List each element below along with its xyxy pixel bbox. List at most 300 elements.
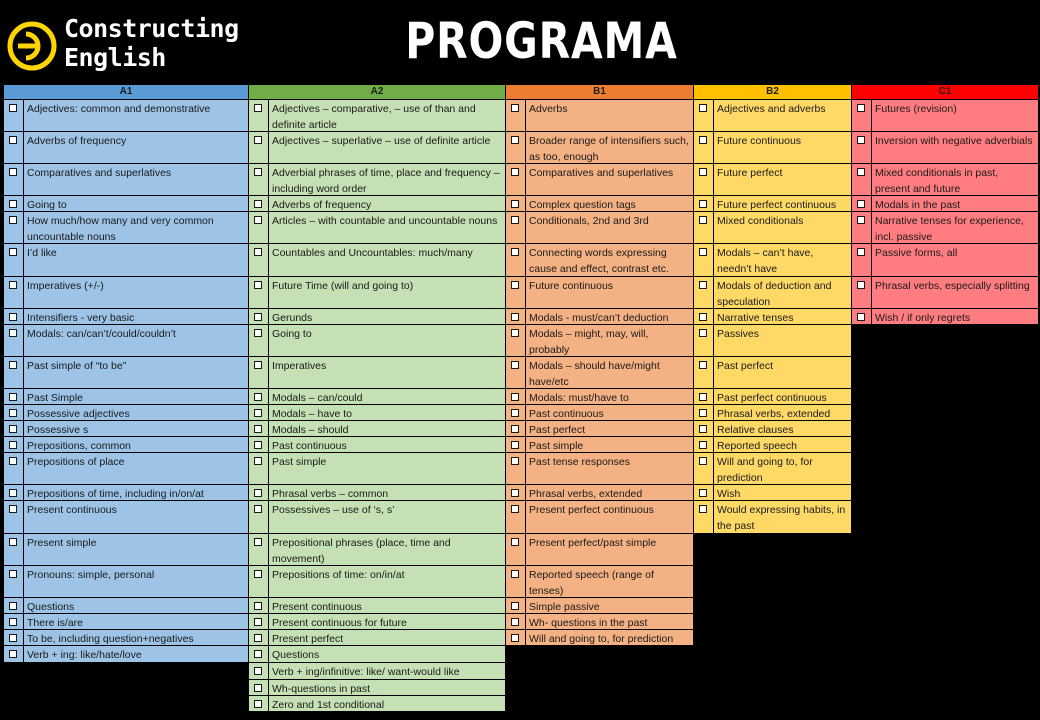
topic-label: Possessives – use of ‘s, s’ xyxy=(272,504,395,516)
topic-row xyxy=(4,389,248,405)
topic-label: Prepositions, common xyxy=(27,440,131,452)
topic-label: Present perfect/past simple xyxy=(529,537,657,549)
topic-label: Past continuous xyxy=(529,408,604,420)
topic-row xyxy=(506,534,693,566)
topic-row xyxy=(694,485,851,501)
topic-label: Narrative tenses xyxy=(717,312,794,324)
topic-label: Phrasal verbs – common xyxy=(272,488,389,500)
topic-checkbox[interactable] xyxy=(4,309,24,324)
topic-checkbox[interactable] xyxy=(506,244,526,276)
topic-row xyxy=(249,598,505,614)
topic-label: Past simple xyxy=(529,440,584,452)
topic-checkbox[interactable] xyxy=(249,501,269,533)
topic-row xyxy=(4,598,248,614)
topic-row xyxy=(4,534,248,566)
topic-checkbox[interactable] xyxy=(4,357,24,388)
topic-row xyxy=(506,244,693,277)
topic-label: Present continuous xyxy=(272,601,362,613)
topic-checkbox[interactable] xyxy=(249,630,269,645)
topic-checkbox[interactable] xyxy=(249,663,269,679)
topic-checkbox[interactable] xyxy=(852,196,872,211)
topic-row xyxy=(506,453,693,485)
topic-checkbox[interactable] xyxy=(249,132,269,163)
topic-checkbox[interactable] xyxy=(249,325,269,356)
topic-checkbox[interactable] xyxy=(4,566,24,597)
level-header-b2: B2 xyxy=(694,85,851,100)
topic-row xyxy=(249,646,505,663)
topic-label: Will and going to, for prediction xyxy=(717,456,813,484)
topic-checkbox[interactable] xyxy=(249,598,269,613)
topic-row xyxy=(506,614,693,630)
topic-checkbox[interactable] xyxy=(249,100,269,131)
topic-label: Passives xyxy=(717,328,760,340)
topic-label: Comparatives and superlatives xyxy=(27,167,172,179)
topic-checkbox[interactable] xyxy=(4,277,24,308)
topic-label: Present perfect continuous xyxy=(529,504,654,516)
topic-label: Modals – can/could xyxy=(272,392,363,404)
topic-checkbox[interactable] xyxy=(249,437,269,452)
topic-checkbox[interactable] xyxy=(249,309,269,324)
topic-label: Past simple of “to be” xyxy=(27,360,127,372)
topic-row xyxy=(249,614,505,630)
topic-checkbox[interactable] xyxy=(506,325,526,356)
topic-row xyxy=(694,501,851,534)
topic-label: Past tense responses xyxy=(529,456,630,468)
topic-row xyxy=(694,164,851,196)
topic-row xyxy=(694,309,851,325)
topic-label: Imperatives (+/-) xyxy=(27,280,104,292)
topic-label: Verb + ing/infinitive: like/ want-would like xyxy=(272,666,460,678)
topic-row xyxy=(506,598,693,614)
topic-label: Possessive adjectives xyxy=(27,408,130,420)
topic-label: Reported speech xyxy=(717,440,797,452)
topic-label: Phrasal verbs, extended xyxy=(717,408,831,420)
topic-row xyxy=(694,453,851,485)
topic-row xyxy=(4,100,248,132)
topic-row xyxy=(249,485,505,501)
topic-checkbox[interactable] xyxy=(249,421,269,436)
topic-checkbox[interactable] xyxy=(4,196,24,211)
topic-checkbox[interactable] xyxy=(506,309,526,324)
topic-checkbox[interactable] xyxy=(506,196,526,211)
topic-label: Adverbs of frequency xyxy=(27,135,127,147)
topic-checkbox[interactable] xyxy=(694,501,714,533)
topic-checkbox[interactable] xyxy=(852,164,872,195)
topic-label: Adjectives – superlative – use of definite article xyxy=(272,135,491,147)
topic-label: Past Simple xyxy=(27,392,84,404)
topic-row xyxy=(852,196,1038,212)
topic-checkbox[interactable] xyxy=(506,100,526,131)
column-a2 xyxy=(249,85,505,712)
topic-row xyxy=(4,164,248,196)
topic-row xyxy=(4,357,248,389)
topic-label: Modals of deduction and speculation xyxy=(717,280,832,308)
topic-checkbox[interactable] xyxy=(506,132,526,163)
topic-checkbox[interactable] xyxy=(852,309,872,324)
topic-label: Future continuous xyxy=(529,280,614,292)
topic-label: To be, including question+negatives xyxy=(27,633,194,645)
topic-label: Connecting words expressing cause and effect, contrast etc. xyxy=(529,247,669,275)
topic-checkbox[interactable] xyxy=(4,501,24,533)
topic-checkbox[interactable] xyxy=(4,598,24,613)
level-header-b1: B1 xyxy=(506,85,693,100)
topic-label: Future continuous xyxy=(717,135,802,147)
topic-checkbox[interactable] xyxy=(506,453,526,484)
topic-label: Future perfect xyxy=(717,167,783,179)
level-header-a2: A2 xyxy=(249,85,505,100)
topic-row xyxy=(249,212,505,244)
topic-checkbox[interactable] xyxy=(694,437,714,452)
topic-checkbox[interactable] xyxy=(249,405,269,420)
topic-checkbox[interactable] xyxy=(249,212,269,243)
logo-line-2: English xyxy=(64,43,166,72)
topic-row xyxy=(4,485,248,501)
topic-label: Modals - must/can’t deduction xyxy=(529,312,669,324)
topic-checkbox[interactable] xyxy=(249,534,269,565)
topic-label: Adjectives and adverbs xyxy=(717,103,826,115)
topic-row xyxy=(249,164,505,196)
topic-label: Wh- questions in the past xyxy=(529,617,648,629)
topic-row xyxy=(4,437,248,453)
topic-checkbox[interactable] xyxy=(506,357,526,388)
topic-checkbox[interactable] xyxy=(249,357,269,388)
topic-label: Going to xyxy=(272,328,312,340)
logo-line-1: Constructing xyxy=(64,14,239,43)
topic-label: Zero and 1st conditional xyxy=(272,699,385,711)
topic-checkbox[interactable] xyxy=(249,196,269,211)
topic-checkbox[interactable] xyxy=(4,100,24,131)
topic-row xyxy=(249,132,505,164)
topic-checkbox[interactable] xyxy=(852,277,872,308)
topic-checkbox[interactable] xyxy=(249,680,269,695)
topic-label: Present continuous for future xyxy=(272,617,407,629)
logo-text xyxy=(64,14,239,72)
topic-checkbox[interactable] xyxy=(4,437,24,452)
topic-label: Countables and Uncountables: much/many xyxy=(272,247,473,259)
topic-checkbox[interactable] xyxy=(4,405,24,420)
topic-row xyxy=(852,212,1038,244)
topic-row xyxy=(4,244,248,277)
topic-label: Adverbs xyxy=(529,103,568,115)
topic-checkbox[interactable] xyxy=(4,646,24,662)
topic-row xyxy=(4,453,248,485)
topic-checkbox[interactable] xyxy=(506,164,526,195)
topic-label: Intensifiers - very basic xyxy=(27,312,135,324)
topic-label: Present perfect xyxy=(272,633,344,645)
topic-checkbox[interactable] xyxy=(694,244,714,276)
topic-row xyxy=(506,164,693,196)
topic-checkbox[interactable] xyxy=(694,164,714,195)
topic-row xyxy=(249,325,505,357)
topic-label: Articles – with countable and uncountable nouns xyxy=(272,215,498,227)
topic-label: Past continuous xyxy=(272,440,347,452)
topic-checkbox[interactable] xyxy=(694,309,714,324)
topic-row xyxy=(4,132,248,164)
topic-label: Prepositions of time, including in/on/at xyxy=(27,488,204,500)
topic-row xyxy=(694,325,851,357)
topic-row xyxy=(694,132,851,164)
topic-checkbox[interactable] xyxy=(852,132,872,163)
topic-checkbox[interactable] xyxy=(506,277,526,308)
topic-label: Passive forms, all xyxy=(875,247,958,259)
logo xyxy=(6,14,256,76)
topic-checkbox[interactable] xyxy=(694,357,714,388)
topic-row xyxy=(4,646,248,663)
topic-row xyxy=(4,421,248,437)
topic-row xyxy=(506,421,693,437)
topic-checkbox[interactable] xyxy=(694,212,714,243)
topic-row xyxy=(249,566,505,598)
topic-label: Modals: can/can’t/could/couldn’t xyxy=(27,328,176,340)
topic-checkbox[interactable] xyxy=(4,485,24,500)
topic-checkbox[interactable] xyxy=(249,277,269,308)
level-header-a1: A1 xyxy=(4,85,248,100)
topic-checkbox[interactable] xyxy=(852,100,872,131)
topic-label: Present simple xyxy=(27,537,97,549)
topic-row xyxy=(694,389,851,405)
topic-checkbox[interactable] xyxy=(506,437,526,452)
topic-checkbox[interactable] xyxy=(852,244,872,276)
topic-checkbox[interactable] xyxy=(506,566,526,597)
topic-label: Will and going to, for prediction xyxy=(529,633,674,645)
topic-checkbox[interactable] xyxy=(694,325,714,356)
topic-checkbox[interactable] xyxy=(694,485,714,500)
topic-checkbox[interactable] xyxy=(506,212,526,243)
topic-checkbox[interactable] xyxy=(249,453,269,484)
topic-row xyxy=(249,453,505,485)
topic-checkbox[interactable] xyxy=(4,132,24,163)
topic-row xyxy=(249,357,505,389)
topic-row xyxy=(506,100,693,132)
topic-row xyxy=(506,389,693,405)
topic-row xyxy=(4,212,248,244)
topic-row xyxy=(694,357,851,389)
topic-row xyxy=(4,405,248,421)
topic-checkbox[interactable] xyxy=(249,485,269,500)
topic-row xyxy=(249,277,505,309)
topic-checkbox[interactable] xyxy=(694,277,714,308)
topic-row xyxy=(694,196,851,212)
topic-checkbox[interactable] xyxy=(4,389,24,404)
topic-row xyxy=(249,309,505,325)
topic-label: Questions xyxy=(272,649,320,661)
topic-checkbox[interactable] xyxy=(4,630,24,645)
topic-label: Wish / if only regrets xyxy=(875,312,971,324)
topic-checkbox[interactable] xyxy=(249,566,269,597)
topic-checkbox[interactable] xyxy=(249,244,269,276)
topic-label: Prepositions of time: on/in/at xyxy=(272,569,405,581)
topic-checkbox[interactable] xyxy=(694,132,714,163)
topic-row xyxy=(506,566,693,598)
topic-checkbox[interactable] xyxy=(694,389,714,404)
topic-label: Going to xyxy=(27,199,67,211)
topic-row xyxy=(694,421,851,437)
topic-checkbox[interactable] xyxy=(249,614,269,629)
topic-checkbox[interactable] xyxy=(694,421,714,436)
topic-label: Modals – should xyxy=(272,424,349,436)
topic-row xyxy=(4,566,248,598)
topic-row xyxy=(4,614,248,630)
topic-label: Would expressing habits, in the past xyxy=(717,504,846,532)
topic-label: Prepositional phrases (place, time and movement) xyxy=(272,537,451,565)
topic-label: Gerunds xyxy=(272,312,313,324)
column-a1 xyxy=(4,85,248,663)
topic-label: I’d like xyxy=(27,247,57,259)
topic-row xyxy=(694,244,851,277)
topic-label: Narrative tenses for experience, incl. passive xyxy=(875,215,1024,243)
topic-row xyxy=(249,421,505,437)
topic-label: Mixed conditionals xyxy=(717,215,804,227)
topic-row xyxy=(694,212,851,244)
topic-label: Pronouns: simple, personal xyxy=(27,569,155,581)
topic-label: Past perfect xyxy=(717,360,774,372)
topic-label: Present continuous xyxy=(27,504,117,516)
topic-row xyxy=(506,485,693,501)
topic-label: Wh-questions in past xyxy=(272,683,371,695)
topic-label: Simple passive xyxy=(529,601,600,613)
topic-checkbox[interactable] xyxy=(506,389,526,404)
topic-label: Future perfect continuous xyxy=(717,199,837,211)
topic-checkbox[interactable] xyxy=(249,389,269,404)
topic-row xyxy=(852,164,1038,196)
topic-label: Prepositions of place xyxy=(27,456,125,468)
topic-label: Past perfect continuous xyxy=(717,392,827,404)
topic-row xyxy=(694,100,851,132)
topic-checkbox[interactable] xyxy=(694,196,714,211)
topic-label: Comparatives and superlatives xyxy=(529,167,674,179)
topic-label: Relative clauses xyxy=(717,424,794,436)
topic-checkbox[interactable] xyxy=(4,614,24,629)
topic-row xyxy=(852,309,1038,325)
topic-checkbox[interactable] xyxy=(506,485,526,500)
topic-checkbox[interactable] xyxy=(249,696,269,711)
topic-label: Future Time (will and going to) xyxy=(272,280,414,292)
topic-row xyxy=(249,534,505,566)
column-c1 xyxy=(852,85,1038,325)
topic-row xyxy=(506,325,693,357)
topic-row xyxy=(249,501,505,534)
topic-row xyxy=(4,501,248,534)
topic-label: Wish xyxy=(717,488,741,500)
topic-row xyxy=(249,663,505,680)
topic-checkbox[interactable] xyxy=(694,453,714,484)
topic-checkbox[interactable] xyxy=(249,164,269,195)
topic-row xyxy=(506,405,693,421)
topic-checkbox[interactable] xyxy=(852,212,872,243)
topic-checkbox[interactable] xyxy=(694,100,714,131)
topic-row xyxy=(4,630,248,646)
column-b1 xyxy=(506,85,693,646)
topic-label: Adverbs of frequency xyxy=(272,199,372,211)
page-title: PROGRAMA xyxy=(405,12,678,70)
topic-label: Mixed conditionals in past, present and future xyxy=(875,167,999,195)
topic-checkbox[interactable] xyxy=(506,421,526,436)
topic-label: Modals: must/have to xyxy=(529,392,629,404)
topic-checkbox[interactable] xyxy=(4,244,24,276)
topic-row xyxy=(249,437,505,453)
topic-row xyxy=(506,132,693,164)
topic-label: Phrasal verbs, especially splitting xyxy=(875,280,1030,292)
topic-checkbox[interactable] xyxy=(506,405,526,420)
topic-label: Modals – can’t have, needn’t have xyxy=(717,247,814,275)
topic-row xyxy=(506,501,693,534)
topic-label: Questions xyxy=(27,601,75,613)
topic-label: Modals in the past xyxy=(875,199,961,211)
topic-label: Past perfect xyxy=(529,424,586,436)
topic-row xyxy=(249,244,505,277)
topic-label: Broader range of intensifiers such, as too, enough xyxy=(529,135,689,163)
topic-row xyxy=(852,244,1038,277)
topic-row xyxy=(249,680,505,696)
topic-label: Phrasal verbs, extended xyxy=(529,488,643,500)
topic-label: Verb + ing: like/hate/love xyxy=(27,649,142,661)
topic-label: Complex question tags xyxy=(529,199,636,211)
topic-checkbox[interactable] xyxy=(4,421,24,436)
topic-label: Modals – should have/might have/etc xyxy=(529,360,660,388)
topic-row xyxy=(249,100,505,132)
topic-label: There is/are xyxy=(27,617,84,629)
constructing-english-logo-icon xyxy=(6,20,58,72)
topic-label: Reported speech (range of tenses) xyxy=(529,569,654,597)
column-b2 xyxy=(694,85,851,534)
topic-checkbox[interactable] xyxy=(4,212,24,243)
topic-label: Modals – might, may, will, probably xyxy=(529,328,649,356)
topic-checkbox[interactable] xyxy=(4,534,24,565)
topic-row xyxy=(249,196,505,212)
topic-checkbox[interactable] xyxy=(506,630,526,645)
topic-label: Adjectives: common and demonstrative xyxy=(27,103,211,115)
topic-row xyxy=(506,212,693,244)
topic-checkbox[interactable] xyxy=(4,453,24,484)
topic-checkbox[interactable] xyxy=(506,598,526,613)
topic-checkbox[interactable] xyxy=(4,164,24,195)
topic-checkbox[interactable] xyxy=(506,534,526,565)
topic-label: Past simple xyxy=(272,456,327,468)
topic-row xyxy=(4,277,248,309)
topic-row xyxy=(852,277,1038,309)
topic-row xyxy=(694,405,851,421)
topic-label: Conditionals, 2nd and 3rd xyxy=(529,215,649,227)
topic-row xyxy=(249,630,505,646)
topic-label: Modals – have to xyxy=(272,408,352,420)
topic-row xyxy=(249,405,505,421)
topic-row xyxy=(249,389,505,405)
topic-row xyxy=(249,696,505,712)
topic-row xyxy=(4,325,248,357)
topic-row xyxy=(506,630,693,646)
topic-label: Futures (revision) xyxy=(875,103,957,115)
topic-checkbox[interactable] xyxy=(506,614,526,629)
topic-checkbox[interactable] xyxy=(249,646,269,662)
topic-row xyxy=(506,437,693,453)
topic-label: Inversion with negative adverbials xyxy=(875,135,1033,147)
topic-row xyxy=(694,437,851,453)
topic-checkbox[interactable] xyxy=(4,325,24,356)
topic-label: Adjectives – comparative, – use of than and definite article xyxy=(272,103,476,131)
topic-row xyxy=(4,309,248,325)
topic-row xyxy=(506,357,693,389)
topic-label: How much/how many and very common uncountable nouns xyxy=(27,215,214,243)
topic-row xyxy=(852,132,1038,164)
topic-row xyxy=(694,277,851,309)
topic-label: Imperatives xyxy=(272,360,327,372)
topic-row xyxy=(506,196,693,212)
topic-label: Possessive s xyxy=(27,424,89,436)
level-header-c1: C1 xyxy=(852,85,1038,100)
topic-row xyxy=(4,196,248,212)
topic-checkbox[interactable] xyxy=(506,501,526,533)
topic-checkbox[interactable] xyxy=(694,405,714,420)
